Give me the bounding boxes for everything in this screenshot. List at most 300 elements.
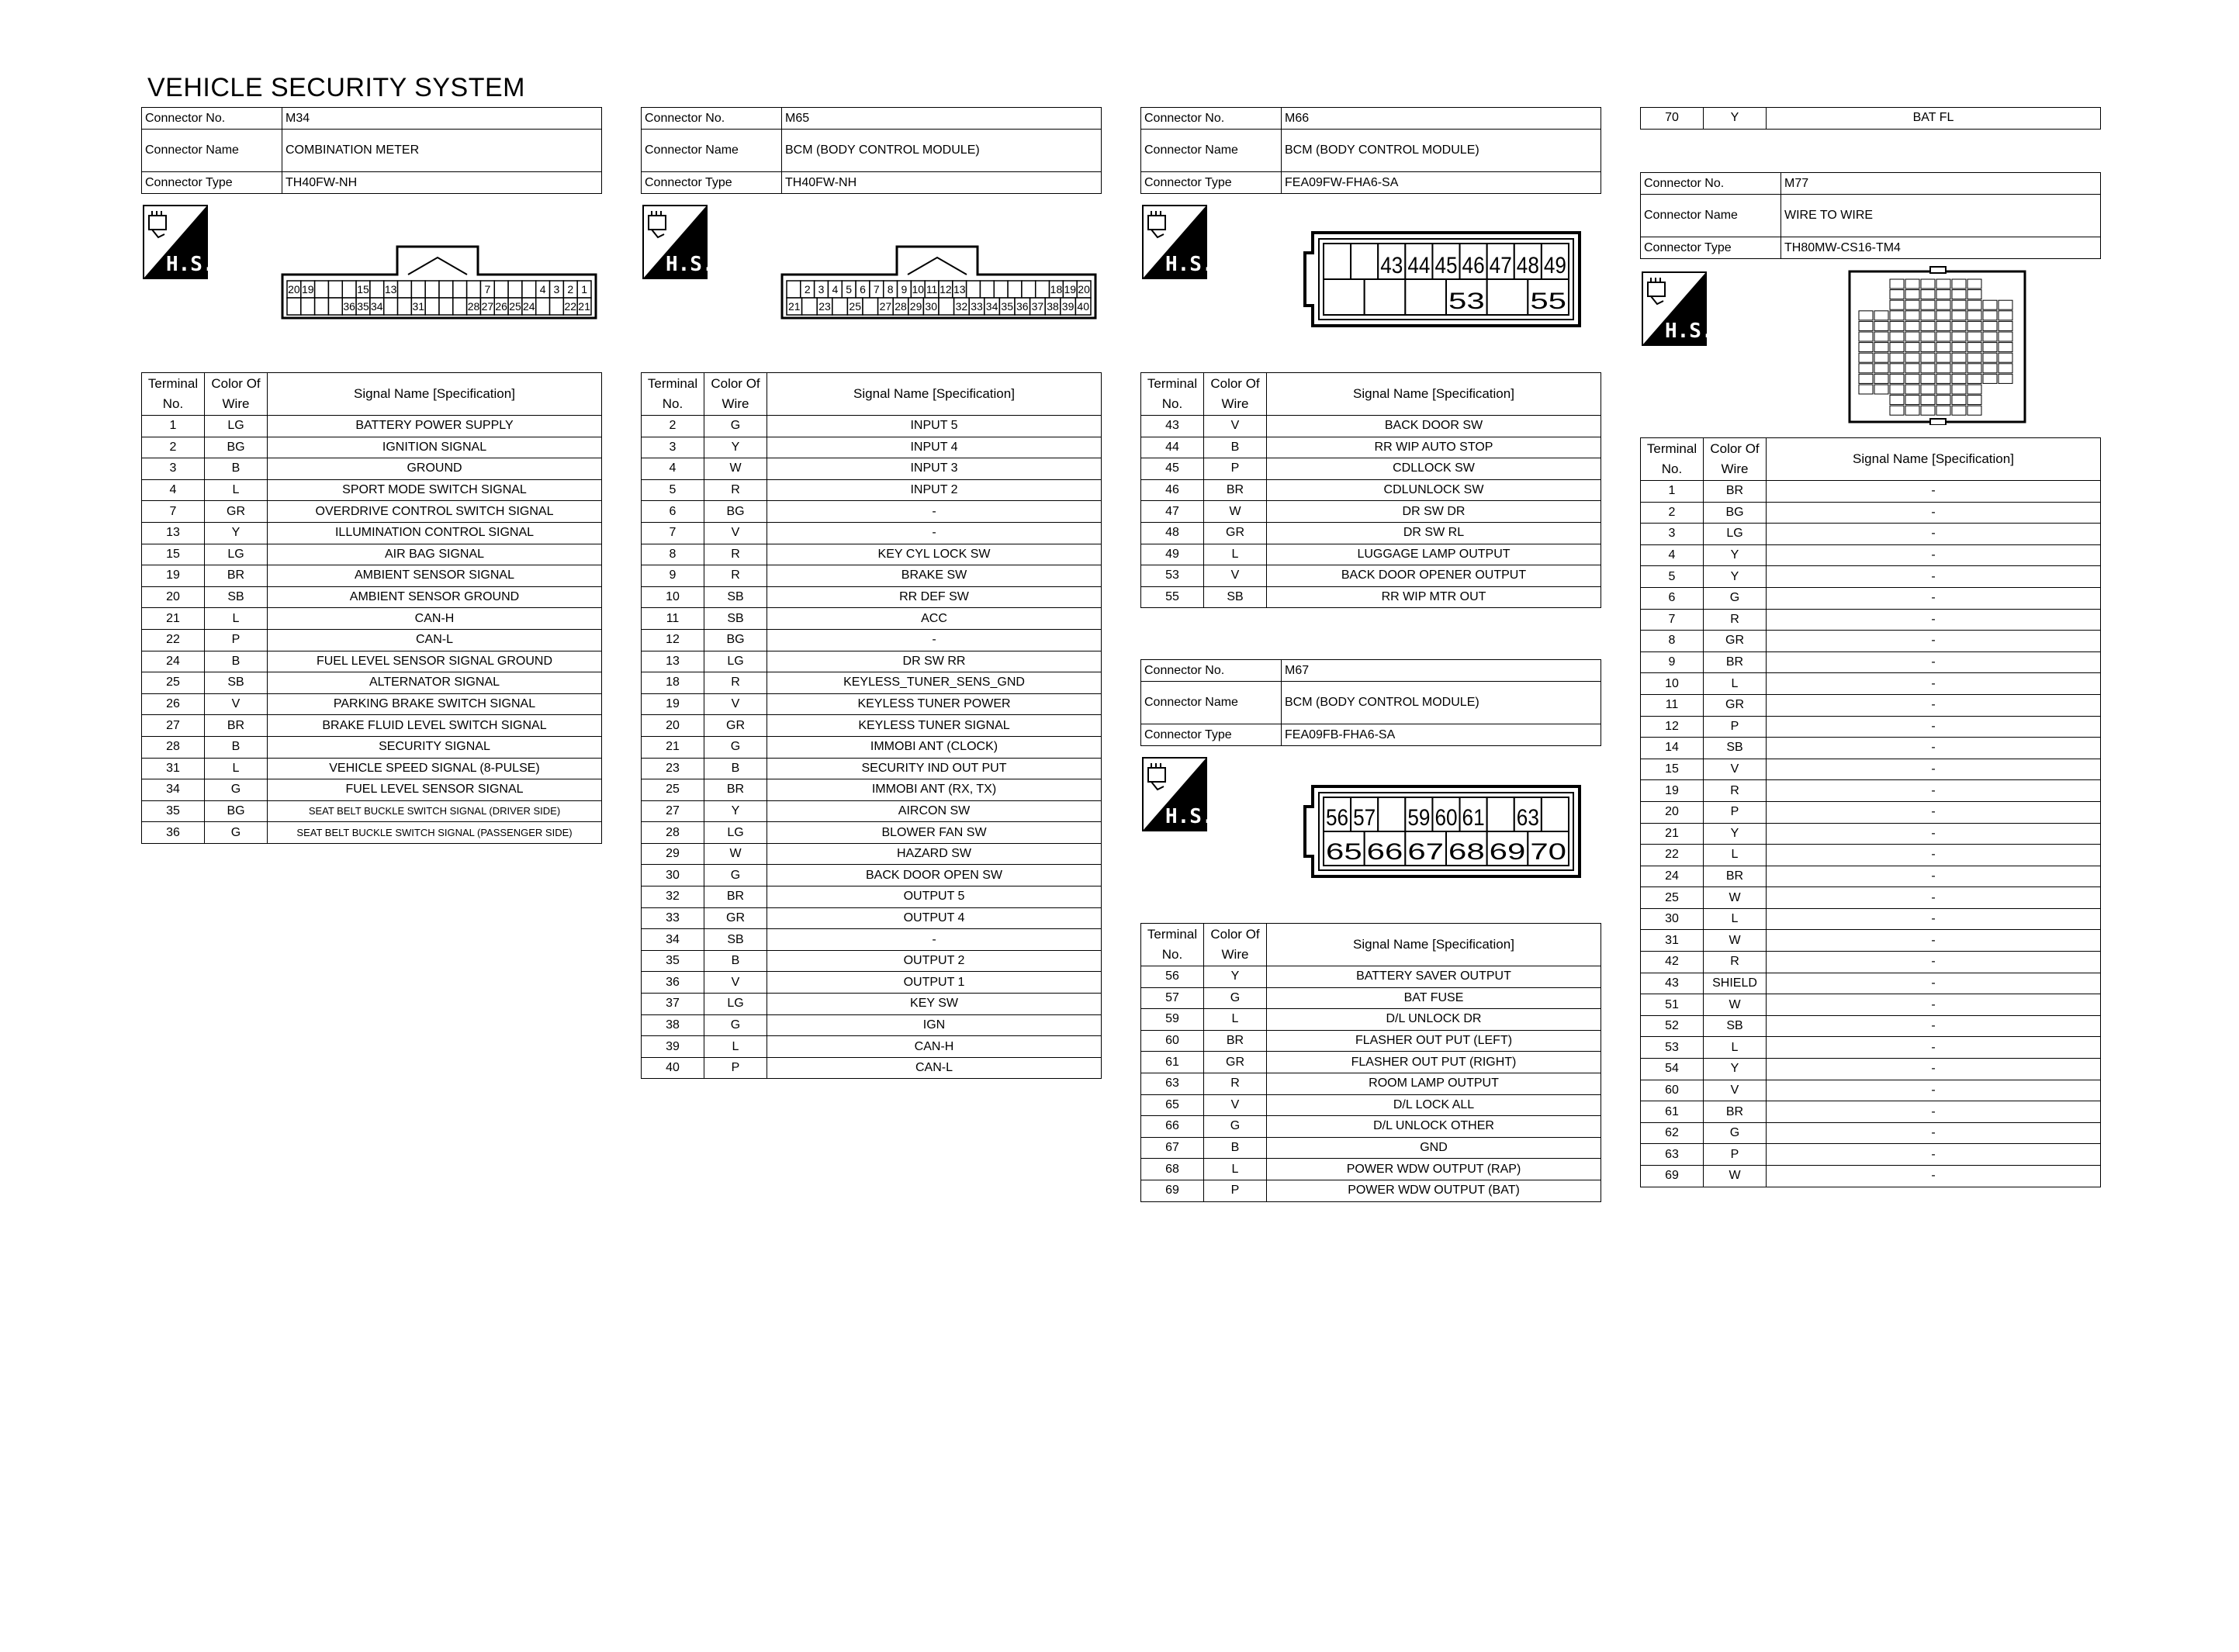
connector-type-label: Connector Type bbox=[142, 172, 282, 194]
table-row bbox=[1141, 565, 1601, 587]
color-cell: V bbox=[1204, 1094, 1267, 1116]
connector-no-value: M77 bbox=[1781, 173, 2101, 195]
terminal-cell: 70 bbox=[1641, 108, 1704, 130]
pin-label: 60 bbox=[1434, 805, 1458, 831]
terminal-cell: 3 bbox=[142, 458, 205, 480]
table-row bbox=[1141, 1116, 1601, 1138]
table-header-row bbox=[1141, 924, 1601, 966]
table-row bbox=[642, 886, 1102, 908]
hs-symbol bbox=[642, 205, 715, 279]
color-cell: G bbox=[704, 865, 767, 886]
signal-cell: KEY SW bbox=[767, 994, 1102, 1015]
table-row bbox=[1141, 1073, 1601, 1094]
terminal-cell: 63 bbox=[1141, 1073, 1204, 1094]
page-title: VEHICLE SECURITY SYSTEM bbox=[147, 73, 525, 102]
table-row bbox=[642, 779, 1102, 801]
color-cell: Y bbox=[1704, 566, 1767, 588]
terminal-cell: 31 bbox=[142, 758, 205, 779]
color-header: Color Of Wire bbox=[205, 373, 268, 416]
terminal-header: Terminal No. bbox=[1141, 373, 1204, 416]
signal-cell: BATTERY POWER SUPPLY bbox=[268, 416, 602, 437]
connector-no-value: M66 bbox=[1282, 108, 1601, 130]
pin-label: 4 bbox=[832, 283, 839, 295]
table-row bbox=[1141, 1159, 1601, 1180]
pin-label: 49 bbox=[1543, 253, 1566, 278]
pin-label: 67 bbox=[1407, 839, 1444, 865]
hs-label: H.S. bbox=[1165, 253, 1214, 276]
connector-name-label: Connector Name bbox=[642, 130, 782, 172]
table-row bbox=[642, 544, 1102, 565]
terminal-cell: 20 bbox=[642, 715, 704, 737]
connector-info-table bbox=[1640, 172, 2101, 259]
signal-cell: ALTERNATOR SIGNAL bbox=[268, 672, 602, 694]
color-cell: BG bbox=[205, 437, 268, 458]
terminal-cell: 10 bbox=[642, 586, 704, 608]
color-cell: V bbox=[1204, 416, 1267, 437]
signal-cell: HAZARD SW bbox=[767, 843, 1102, 865]
pin-label: 3 bbox=[818, 283, 825, 295]
table-row bbox=[1641, 738, 2101, 759]
signal-cell: SECURITY SIGNAL bbox=[268, 736, 602, 758]
connector-face-diagram-m66 bbox=[1302, 230, 1583, 329]
pin-label: 30 bbox=[925, 300, 937, 313]
color-cell: R bbox=[1704, 609, 1767, 631]
terminal-header: Terminal No. bbox=[642, 373, 704, 416]
pin-label: 44 bbox=[1407, 253, 1431, 278]
terminal-cell: 23 bbox=[642, 758, 704, 779]
terminal-cell: 19 bbox=[1641, 780, 1704, 802]
signal-cell: POWER WDW OUTPUT (BAT) bbox=[1267, 1180, 1601, 1201]
table-row bbox=[642, 843, 1102, 865]
hs-label: H.S. bbox=[1165, 805, 1214, 828]
pin-label: 21 bbox=[788, 300, 801, 313]
terminal-cell: 5 bbox=[642, 479, 704, 501]
terminal-cell: 49 bbox=[1141, 544, 1204, 565]
signal-cell: BAT FL bbox=[1767, 108, 2101, 130]
color-cell: LG bbox=[704, 651, 767, 672]
terminal-cell: 15 bbox=[1641, 759, 1704, 780]
connector-no-value: M65 bbox=[782, 108, 1102, 130]
signal-table-m77-wrap bbox=[1640, 437, 2101, 1187]
signal-cell: RR WIP AUTO STOP bbox=[1267, 437, 1601, 458]
signal-cell: D/L LOCK ALL bbox=[1267, 1094, 1601, 1116]
color-cell: GR bbox=[1704, 694, 1767, 716]
table-row bbox=[142, 565, 602, 587]
signal-cell: OUTPUT 2 bbox=[767, 950, 1102, 972]
terminal-cell: 51 bbox=[1641, 994, 1704, 1016]
signal-cell: - bbox=[1767, 801, 2101, 823]
terminal-cell: 8 bbox=[1641, 631, 1704, 652]
color-header: Color Of Wire bbox=[1204, 924, 1267, 966]
color-header: Color Of Wire bbox=[704, 373, 767, 416]
terminal-cell: 7 bbox=[1641, 609, 1704, 631]
connector-info-table bbox=[141, 107, 602, 194]
signal-cell: OUTPUT 4 bbox=[767, 907, 1102, 929]
table-row bbox=[1641, 651, 2101, 673]
signal-cell: SPORT MODE SWITCH SIGNAL bbox=[268, 479, 602, 501]
signal-cell: - bbox=[1767, 1166, 2101, 1187]
pin-label: 56 bbox=[1326, 805, 1349, 831]
terminal-cell: 7 bbox=[142, 501, 205, 523]
signal-cell: BACK DOOR OPENER OUTPUT bbox=[1267, 565, 1601, 587]
table-row bbox=[642, 608, 1102, 630]
table-row bbox=[642, 416, 1102, 437]
color-cell: L bbox=[205, 758, 268, 779]
color-cell: L bbox=[205, 608, 268, 630]
table-header-row bbox=[642, 373, 1102, 416]
connector-no-label: Connector No. bbox=[1141, 108, 1282, 130]
terminal-cell: 61 bbox=[1641, 1101, 1704, 1123]
signal-cell: ACC bbox=[767, 608, 1102, 630]
table-row bbox=[642, 715, 1102, 737]
signal-cell: CAN-L bbox=[767, 1057, 1102, 1079]
connector-type-value: FEA09FB-FHA6-SA bbox=[1282, 724, 1601, 746]
hs-symbol bbox=[1642, 271, 1714, 346]
terminal-cell: 26 bbox=[142, 693, 205, 715]
color-cell: L bbox=[1204, 1009, 1267, 1031]
table-row bbox=[1641, 524, 2101, 545]
connector-m77 bbox=[1640, 172, 2101, 259]
table-row bbox=[142, 779, 602, 801]
terminal-cell: 38 bbox=[642, 1014, 704, 1036]
signal-cell: CDLUNLOCK SW bbox=[1267, 479, 1601, 501]
signal-table-m66 bbox=[1140, 372, 1601, 608]
terminal-cell: 20 bbox=[1641, 801, 1704, 823]
table-row bbox=[642, 1014, 1102, 1036]
signal-cell: IMMOBI ANT (RX, TX) bbox=[767, 779, 1102, 801]
table-row bbox=[1141, 458, 1601, 480]
color-cell: BR bbox=[205, 565, 268, 587]
color-cell: L bbox=[1704, 1037, 1767, 1059]
signal-cell: - bbox=[1767, 694, 2101, 716]
signal-cell: AIR BAG SIGNAL bbox=[268, 544, 602, 565]
terminal-cell: 24 bbox=[142, 651, 205, 672]
terminal-cell: 53 bbox=[1641, 1037, 1704, 1059]
signal-cell: - bbox=[1767, 716, 2101, 738]
table-row bbox=[1641, 1122, 2101, 1144]
table-row bbox=[1141, 416, 1601, 437]
table-row bbox=[1641, 587, 2101, 609]
color-cell: R bbox=[704, 565, 767, 587]
pin-label: 2 bbox=[804, 283, 811, 295]
signal-table-m65 bbox=[641, 372, 1102, 1079]
color-cell: P bbox=[205, 629, 268, 651]
connector-m65 bbox=[641, 107, 1102, 194]
color-cell: GR bbox=[704, 715, 767, 737]
terminal-cell: 54 bbox=[1641, 1059, 1704, 1080]
table-row bbox=[642, 758, 1102, 779]
color-cell: GR bbox=[1704, 631, 1767, 652]
color-cell: Y bbox=[704, 437, 767, 458]
pin-label: 21 bbox=[578, 300, 590, 313]
signal-cell: - bbox=[1767, 930, 2101, 952]
table-row bbox=[1641, 994, 2101, 1016]
pin-label: 28 bbox=[467, 300, 480, 313]
color-cell: BR bbox=[205, 715, 268, 737]
connector-type-label: Connector Type bbox=[642, 172, 782, 194]
terminal-cell: 67 bbox=[1141, 1137, 1204, 1159]
table-row bbox=[1141, 1180, 1601, 1201]
connector-no-value: M34 bbox=[282, 108, 602, 130]
connector-no-label: Connector No. bbox=[142, 108, 282, 130]
pin-label: 35 bbox=[1001, 300, 1013, 313]
pin-label: 29 bbox=[909, 300, 922, 313]
pin-label: 32 bbox=[955, 300, 968, 313]
table-row bbox=[1641, 973, 2101, 994]
color-cell: BG bbox=[1704, 502, 1767, 524]
signal-cell: - bbox=[1767, 1015, 2101, 1037]
color-cell: L bbox=[1704, 908, 1767, 930]
pin-label: 59 bbox=[1407, 805, 1431, 831]
table-row bbox=[1641, 887, 2101, 909]
table-row bbox=[642, 458, 1102, 480]
terminal-cell: 27 bbox=[642, 800, 704, 822]
table-row bbox=[1641, 108, 2101, 130]
signal-table-m67 bbox=[1140, 923, 1601, 1202]
table-row bbox=[642, 651, 1102, 672]
signal-cell: D/L UNLOCK OTHER bbox=[1267, 1116, 1601, 1138]
terminal-cell: 18 bbox=[642, 672, 704, 694]
table-row bbox=[1641, 759, 2101, 780]
signal-cell: - bbox=[767, 629, 1102, 651]
color-cell: P bbox=[1704, 1144, 1767, 1166]
hs-symbol bbox=[143, 205, 215, 279]
signal-cell: AMBIENT SENSOR SIGNAL bbox=[268, 565, 602, 587]
terminal-cell: 69 bbox=[1641, 1166, 1704, 1187]
terminal-cell: 19 bbox=[142, 565, 205, 587]
terminal-cell: 66 bbox=[1141, 1116, 1204, 1138]
pin-label: 43 bbox=[1380, 253, 1403, 278]
color-header: Color Of Wire bbox=[1704, 438, 1767, 481]
terminal-cell: 2 bbox=[642, 416, 704, 437]
color-cell: B bbox=[704, 950, 767, 972]
terminal-cell: 39 bbox=[642, 1036, 704, 1058]
color-cell: SB bbox=[704, 608, 767, 630]
table-row bbox=[642, 736, 1102, 758]
table-row bbox=[142, 758, 602, 779]
signal-cell: FLASHER OUT PUT (RIGHT) bbox=[1267, 1052, 1601, 1073]
connector-type-label: Connector Type bbox=[1141, 724, 1282, 746]
table-row bbox=[642, 629, 1102, 651]
color-cell: W bbox=[1704, 930, 1767, 952]
color-cell: G bbox=[704, 736, 767, 758]
table-row bbox=[642, 565, 1102, 587]
color-cell: SB bbox=[704, 929, 767, 951]
terminal-cell: 5 bbox=[1641, 566, 1704, 588]
table-row bbox=[642, 1057, 1102, 1079]
signal-cell: BRAKE FLUID LEVEL SWITCH SIGNAL bbox=[268, 715, 602, 737]
terminal-cell: 69 bbox=[1141, 1180, 1204, 1201]
connector-m34 bbox=[141, 107, 602, 194]
table-row bbox=[142, 608, 602, 630]
signal-cell: CAN-H bbox=[767, 1036, 1102, 1058]
color-cell: LG bbox=[1704, 524, 1767, 545]
terminal-cell: 7 bbox=[642, 522, 704, 544]
signal-cell: KEYLESS TUNER POWER bbox=[767, 693, 1102, 715]
terminal-cell: 55 bbox=[1141, 586, 1204, 608]
table-row bbox=[142, 822, 602, 844]
table-row bbox=[142, 586, 602, 608]
signal-cell: - bbox=[1767, 1080, 2101, 1101]
table-row bbox=[1641, 502, 2101, 524]
color-cell: P bbox=[1204, 1180, 1267, 1201]
color-cell: BG bbox=[205, 800, 268, 822]
color-cell: BR bbox=[1704, 866, 1767, 887]
signal-cell: KEYLESS TUNER SIGNAL bbox=[767, 715, 1102, 737]
color-cell: P bbox=[1704, 801, 1767, 823]
color-cell: G bbox=[205, 822, 268, 844]
color-cell: W bbox=[704, 458, 767, 480]
pin-label: 20 bbox=[1078, 283, 1090, 295]
signal-header: Signal Name [Specification] bbox=[268, 373, 602, 416]
color-cell: B bbox=[704, 758, 767, 779]
terminal-cell: 43 bbox=[1141, 416, 1204, 437]
pin-label: 6 bbox=[860, 283, 866, 295]
color-cell: B bbox=[205, 458, 268, 480]
color-cell: L bbox=[704, 1036, 767, 1058]
terminal-cell: 37 bbox=[642, 994, 704, 1015]
signal-cell: - bbox=[1767, 845, 2101, 866]
signal-cell: ROOM LAMP OUTPUT bbox=[1267, 1073, 1601, 1094]
terminal-cell: 33 bbox=[642, 907, 704, 929]
signal-cell: GND bbox=[1267, 1137, 1601, 1159]
terminal-cell: 31 bbox=[1641, 930, 1704, 952]
table-row bbox=[642, 972, 1102, 994]
table-row bbox=[1141, 501, 1601, 523]
pin-label: 4 bbox=[539, 283, 546, 295]
connector-no-label: Connector No. bbox=[1141, 660, 1282, 682]
terminal-cell: 28 bbox=[642, 822, 704, 844]
signal-table-m77 bbox=[1640, 437, 2101, 1187]
color-cell: G bbox=[1704, 587, 1767, 609]
color-cell: L bbox=[205, 479, 268, 501]
terminal-cell: 8 bbox=[642, 544, 704, 565]
table-row bbox=[142, 522, 602, 544]
pin-label: 13 bbox=[384, 283, 397, 295]
signal-cell: RR DEF SW bbox=[767, 586, 1102, 608]
pin-label: 55 bbox=[1530, 289, 1566, 314]
color-cell: BR bbox=[1704, 651, 1767, 673]
color-cell: L bbox=[1704, 673, 1767, 695]
connector-face-diagram-m34 bbox=[281, 245, 597, 320]
pin-label: 47 bbox=[1489, 253, 1512, 278]
connector-face-diagram-m65 bbox=[780, 245, 1097, 320]
signal-table-m34 bbox=[141, 372, 602, 844]
signal-table-m34-wrap bbox=[141, 372, 602, 844]
table-row bbox=[1141, 479, 1601, 501]
signal-cell: INPUT 3 bbox=[767, 458, 1102, 480]
terminal-cell: 60 bbox=[1641, 1080, 1704, 1101]
signal-cell: CAN-H bbox=[268, 608, 602, 630]
connector-name-label: Connector Name bbox=[1641, 195, 1781, 237]
signal-cell: - bbox=[1767, 973, 2101, 994]
table-row bbox=[1641, 609, 2101, 631]
table-row bbox=[1641, 1166, 2101, 1187]
signal-table-m67-continued bbox=[1640, 107, 2101, 130]
terminal-cell: 30 bbox=[642, 865, 704, 886]
terminal-cell: 4 bbox=[642, 458, 704, 480]
table-row bbox=[1641, 673, 2101, 695]
pin-label: 25 bbox=[849, 300, 861, 313]
pin-label: 48 bbox=[1516, 253, 1539, 278]
color-cell: SB bbox=[1704, 1015, 1767, 1037]
signal-table-m66-wrap bbox=[1140, 372, 1601, 608]
signal-cell: - bbox=[1767, 908, 2101, 930]
table-row bbox=[1141, 1009, 1601, 1031]
color-cell: W bbox=[1704, 994, 1767, 1016]
table-row bbox=[642, 693, 1102, 715]
signal-cell: CAN-L bbox=[268, 629, 602, 651]
terminal-cell: 14 bbox=[1641, 738, 1704, 759]
color-cell: W bbox=[704, 843, 767, 865]
terminal-cell: 12 bbox=[1641, 716, 1704, 738]
pin-label: 10 bbox=[912, 283, 925, 295]
terminal-cell: 4 bbox=[142, 479, 205, 501]
table-row bbox=[142, 651, 602, 672]
signal-cell: - bbox=[1767, 631, 2101, 652]
pin-label: 36 bbox=[1016, 300, 1029, 313]
connector-type-value: TH80MW-CS16-TM4 bbox=[1781, 237, 2101, 259]
signal-cell: - bbox=[1767, 952, 2101, 973]
table-row bbox=[142, 800, 602, 822]
table-row bbox=[142, 544, 602, 565]
signal-cell: SEAT BELT BUCKLE SWITCH SIGNAL (DRIVER SIDE) bbox=[268, 800, 602, 822]
table-header-row bbox=[1141, 373, 1601, 416]
signal-cell: - bbox=[1767, 780, 2101, 802]
terminal-cell: 36 bbox=[642, 972, 704, 994]
terminal-cell: 13 bbox=[642, 651, 704, 672]
table-row bbox=[1641, 694, 2101, 716]
color-cell: Y bbox=[1704, 1059, 1767, 1080]
signal-table-m67-wrap bbox=[1140, 923, 1601, 1202]
pin-label: 28 bbox=[895, 300, 907, 313]
terminal-cell: 28 bbox=[142, 736, 205, 758]
signal-cell: BRAKE SW bbox=[767, 565, 1102, 587]
color-cell: LG bbox=[205, 416, 268, 437]
signal-cell: - bbox=[767, 522, 1102, 544]
connector-name-value: BCM (BODY CONTROL MODULE) bbox=[782, 130, 1102, 172]
table-row bbox=[642, 479, 1102, 501]
pin-label: 46 bbox=[1462, 253, 1485, 278]
terminal-cell: 20 bbox=[142, 586, 205, 608]
pin-label: 5 bbox=[846, 283, 853, 295]
terminal-cell: 21 bbox=[642, 736, 704, 758]
connector-m66 bbox=[1140, 107, 1601, 194]
table-row bbox=[642, 1036, 1102, 1058]
pin-label: 19 bbox=[301, 283, 314, 295]
color-cell: G bbox=[704, 416, 767, 437]
signal-cell: DR SW DR bbox=[1267, 501, 1601, 523]
signal-cell: FUEL LEVEL SENSOR SIGNAL bbox=[268, 779, 602, 801]
connector-info-table bbox=[641, 107, 1102, 194]
signal-cell: BACK DOOR OPEN SW bbox=[767, 865, 1102, 886]
pin-label: 23 bbox=[818, 300, 831, 313]
hs-label: H.S. bbox=[166, 253, 215, 276]
table-row bbox=[1641, 566, 2101, 588]
signal-cell: KEY CYL LOCK SW bbox=[767, 544, 1102, 565]
pin-label: 38 bbox=[1047, 300, 1059, 313]
color-cell: R bbox=[704, 672, 767, 694]
color-cell: P bbox=[1704, 716, 1767, 738]
signal-cell: GROUND bbox=[268, 458, 602, 480]
color-cell: V bbox=[704, 693, 767, 715]
color-cell: G bbox=[205, 779, 268, 801]
table-row bbox=[1141, 1052, 1601, 1073]
color-cell: R bbox=[1204, 1073, 1267, 1094]
color-cell: SB bbox=[1704, 738, 1767, 759]
color-cell: R bbox=[704, 479, 767, 501]
terminal-cell: 68 bbox=[1141, 1159, 1204, 1180]
